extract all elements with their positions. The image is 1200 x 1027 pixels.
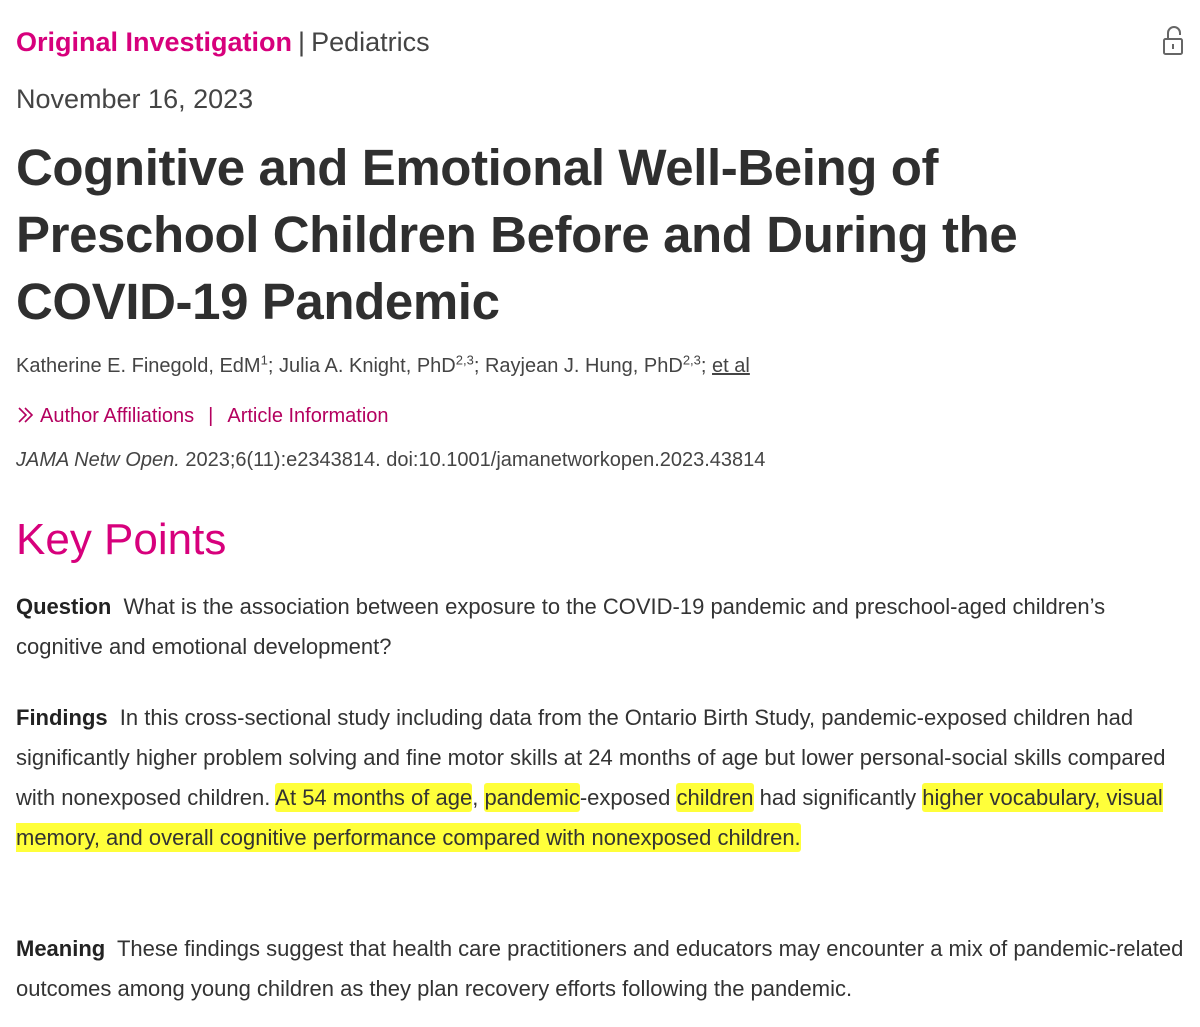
citation-details: 2023;6(11):e2343814. doi:10.1001/jamanetworkopen.2023.43814 bbox=[179, 449, 766, 471]
open-lock-icon[interactable] bbox=[1160, 24, 1186, 58]
findings-label: Findings bbox=[16, 705, 108, 730]
findings-text bbox=[16, 705, 1165, 852]
meaning-paragraph bbox=[16, 929, 1186, 1009]
author-separator: ; bbox=[473, 355, 485, 377]
author-name[interactable]: Julia A. Knight, PhD bbox=[278, 355, 456, 377]
subject-link[interactable]: Pediatrics bbox=[311, 27, 430, 57]
article-info-links bbox=[16, 402, 389, 430]
publication-date: November 16, 2023 bbox=[16, 84, 254, 114]
meaning-label: Meaning bbox=[16, 936, 106, 961]
author-affiliation-number: 2,3 bbox=[455, 352, 474, 368]
author-separator: ; bbox=[267, 355, 279, 377]
article-header bbox=[16, 24, 1186, 60]
meaning-text: These findings suggest that health care practitioners and educators may encounter a mix of pandemic-related outcomes among young children as they plan recovery efforts following the pandemic. bbox=[16, 936, 1184, 1001]
journal-abbrev: JAMA Netw Open. bbox=[16, 449, 180, 471]
findings-segment: , bbox=[472, 785, 485, 810]
section-link[interactable]: Original Investigation bbox=[16, 27, 293, 57]
key-points-heading: Key Points bbox=[16, 515, 227, 564]
question-text: What is the association between exposure to the COVID-19 pandemic and preschool-aged children’s cognitive and emotional development? bbox=[16, 594, 1106, 659]
author-list bbox=[16, 352, 750, 380]
info-separator: | bbox=[208, 405, 214, 427]
double-chevron-right-icon bbox=[16, 406, 36, 424]
header-separator: | bbox=[298, 27, 306, 57]
question-label: Question bbox=[16, 594, 112, 619]
findings-paragraph bbox=[16, 698, 1186, 858]
findings-segment: -exposed bbox=[579, 785, 677, 810]
findings-segment: In this cross-sectional study including data from the Ontario Birth Study, pandemic-exposed children had significantly higher problem solving and fine motor skills at 24 months of age but lower personal-social skills compared with nonexposed children. bbox=[16, 705, 1166, 810]
author-affiliation-number: 1 bbox=[260, 352, 268, 368]
citation bbox=[16, 446, 765, 474]
author-name[interactable]: Rayjean J. Hung, PhD bbox=[484, 355, 683, 377]
article-title: Cognitive and Emotional Well-Being of Preschool Children Before and During the COVID-19 Pandemic bbox=[16, 139, 1018, 330]
findings-highlight: pandemic bbox=[484, 785, 580, 810]
author-separator: ; bbox=[700, 355, 713, 377]
article-information-link[interactable]: Article Information bbox=[227, 405, 389, 427]
findings-segment: had significantly bbox=[753, 785, 923, 810]
author-affiliations-label: Author Affiliations bbox=[40, 405, 195, 427]
findings-highlight: At 54 months of age bbox=[275, 785, 473, 810]
et-al-link[interactable]: et al bbox=[712, 355, 750, 377]
question-paragraph bbox=[16, 587, 1186, 667]
author-affiliation-number: 2,3 bbox=[682, 352, 701, 368]
author-affiliations-link[interactable] bbox=[16, 405, 194, 427]
findings-highlight: children bbox=[676, 785, 754, 810]
findings-highlight: higher vocabulary, visual memory, and overall cognitive performance compared with nonexposed children. bbox=[16, 785, 1163, 850]
author-name[interactable]: Katherine E. Finegold, EdM bbox=[16, 355, 261, 377]
